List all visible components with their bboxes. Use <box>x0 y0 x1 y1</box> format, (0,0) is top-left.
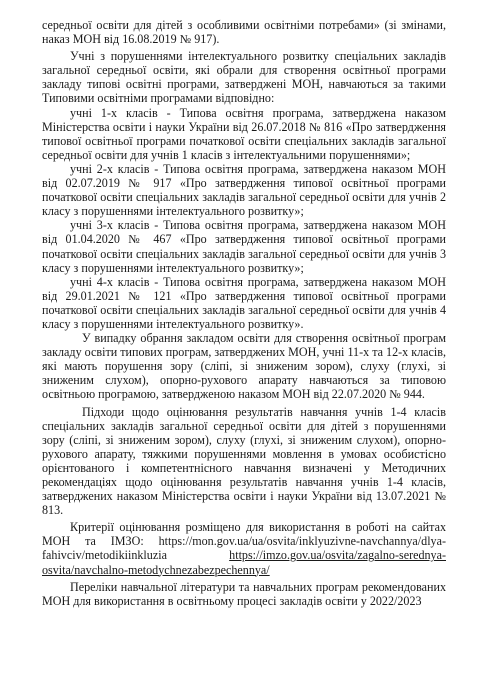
paragraph-continuation: середньої освіти для дітей з особливими освітніми потребами» (зі змінами, наказ МОН від 16.08.2019 № 917). <box>42 18 446 47</box>
paragraph-criteria <box>42 520 446 576</box>
mon-link[interactable]: https://mon.gov.ua/ua/osvita/inklyuzivne-navchannya/dlya-fahivciv/metodikiinkluzia <box>42 534 446 563</box>
paragraph-grades-11-12: У випадку обрання закладом освіти для створення освітньої програм закладу освіти типових програм, затверджених МОН, учні 11-х та 12-х класів, які мають порушення зору (сліпі, зі зниженим зором), слуху (глухі, зі зниженим слухом), опорно-рухового апарату навчаються за типовою освітньою програмою, затвердженою наказом МОН від 22.07.2020 № 944. <box>42 331 446 402</box>
paragraph-assessment: Підходи щодо оцінювання результатів навчання учнів 1-4 класів спеціальних закладів загальної середньої освіти для дітей з порушеннями зору (сліпі, зі зниженим зором), слуху (глухі, зі зниженим слухом), опорно-рухового апарату, тяжкими порушеннями мовлення в умовах особистісно орієнтованого і компетентнісного навчання визначені у Методичних рекомендаціях щодо оцінювання результатів навчання учнів 1-4 класів, затверджених наказом Міністерства освіти і науки України від 13.07.2021 № 813. <box>42 404 446 518</box>
paragraph-grade-4: учні 4-х класів - Типова освітня програма, затверджена наказом МОН від 29.01.2021 № 121 «Про затвердження типової освітньої програми початкової освіти спеціальних закладів загальної середньої освіти для учнів 4 класу з порушеннями інтелектуального розвитку». <box>42 274 446 331</box>
paragraph-intro: Учні з порушеннями інтелектуального розвитку спеціальних закладів загальної середньої освіти, які обрали для створення освітньої програми закладу типові освітні програми, затверджені МОН, навчаються за такими Типовими освітніми програмами відповідно: <box>42 49 446 106</box>
imzo-link[interactable]: https://imzo.gov.ua/osvita/zagalno-serednya-osvita/navchalno-metodychnezabezpechennya/ <box>42 548 446 577</box>
document-body <box>42 18 446 608</box>
paragraph-grade-1: учні 1-х класів - Типова освітня програма, затверджена наказом Міністерства освіти і науки України від 26.07.2018 № 816 «Про затвердження типової освітньої програми початкової освіти спеціальних закладів загальної середньої освіти для учнів 1 класів з інтелектуальними порушеннями»; <box>42 105 446 162</box>
paragraph-literature-lists: Переліки навчальної літератури та навчальних програм рекомендованих МОН для використання в освітньому процесі закладів освіти у 2022/2023 <box>42 579 446 608</box>
criteria-lead: Критерії оцінювання розміщено для використання в роботі на сайтах МОН та ІМЗО: <box>42 520 446 549</box>
paragraph-grade-3: учні 3-х класів - Типова освітня програма, затверджена наказом МОН від 01.04.2020 № 467 «Про затвердження типової освітньої програми початкової освіти спеціальних закладів загальної середньої освіти для учнів 3 класу з порушеннями інтелектуального розвитку»; <box>42 218 446 275</box>
paragraph-grade-2: учні 2-х класів - Типова освітня програма, затверджена наказом МОН від 02.07.2019 № 917 «Про затвердження типової освітньої програми початкової освіти спеціальних закладів загальної середньої освіти для учнів 2 класу з порушеннями інтелектуального розвитку»; <box>42 161 446 219</box>
